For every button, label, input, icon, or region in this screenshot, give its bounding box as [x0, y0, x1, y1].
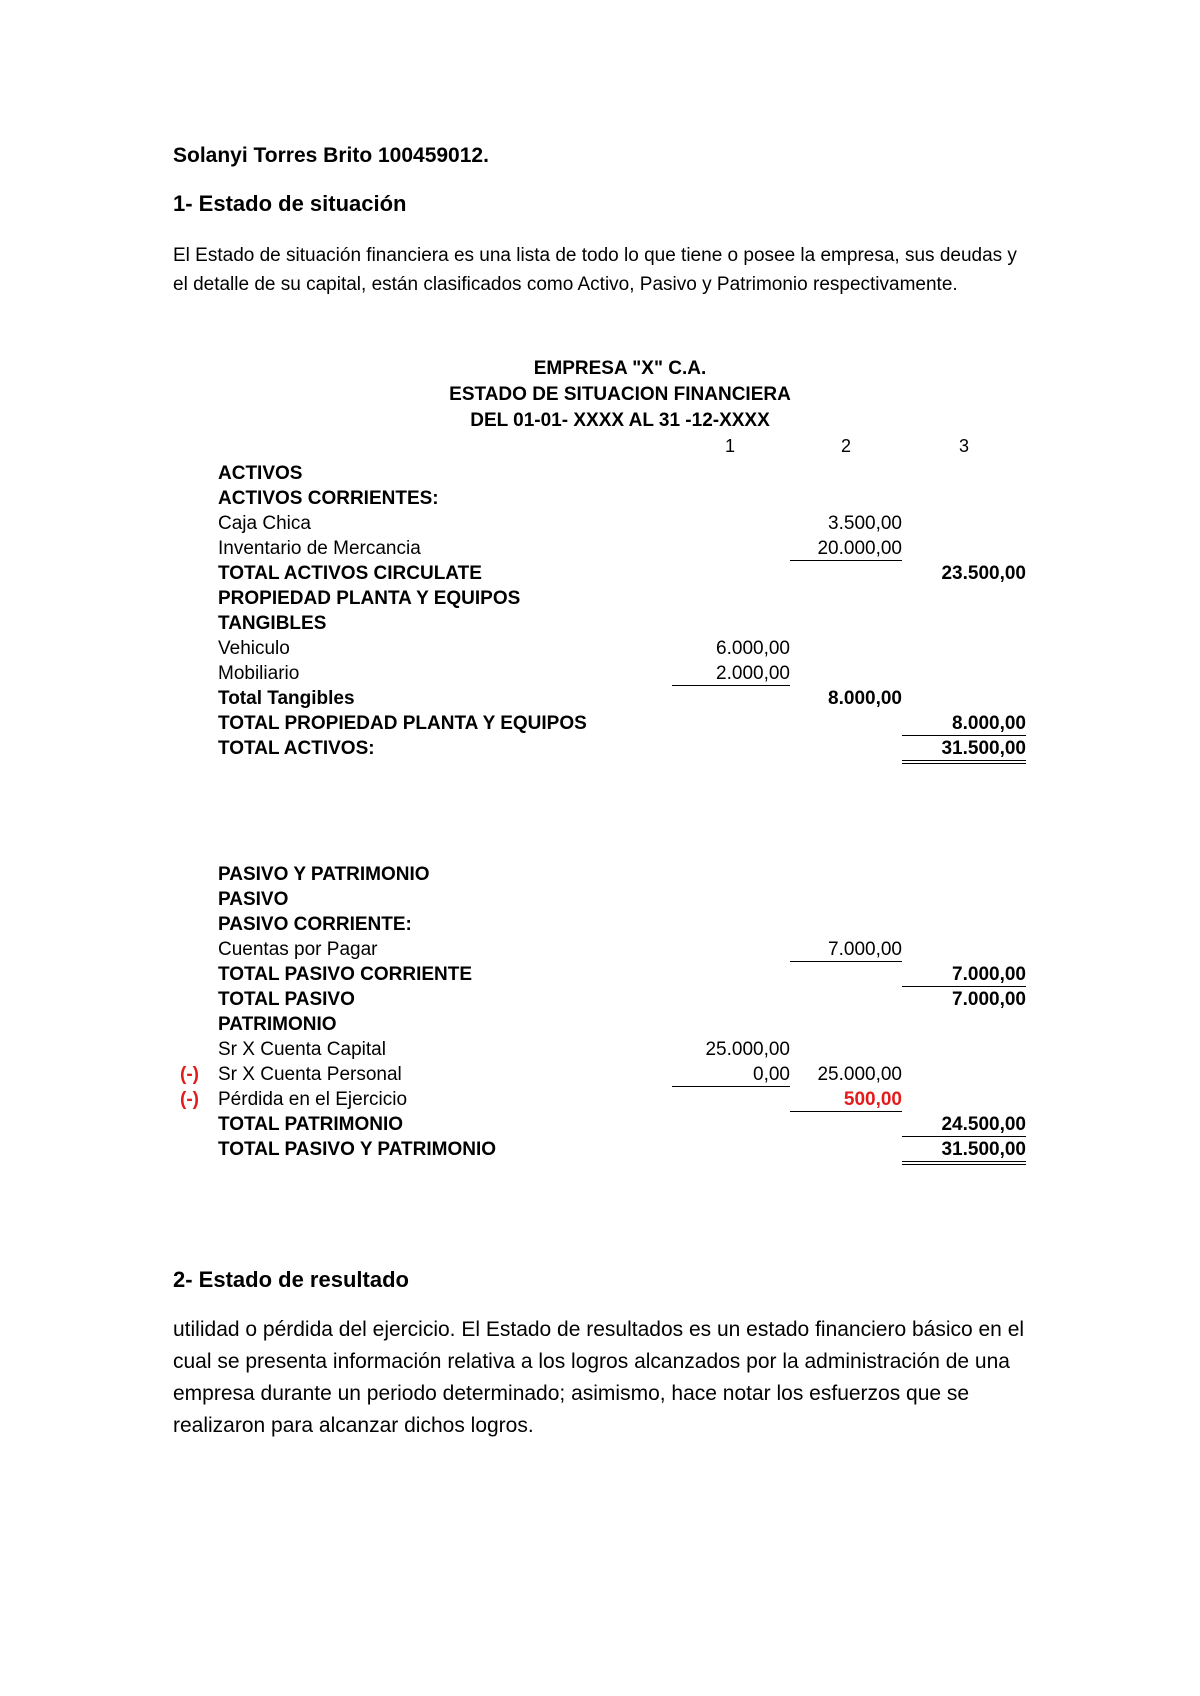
row-label: TANGIBLES: [218, 613, 327, 634]
table-row: [0, 1064, 1200, 1089]
minus-sign: (-): [180, 1089, 199, 1110]
row-label: Sr X Cuenta Personal: [218, 1064, 402, 1085]
row-label: TOTAL PASIVO: [218, 989, 355, 1010]
row-label: PASIVO CORRIENTE:: [218, 914, 412, 935]
row-label: PROPIEDAD PLANTA Y EQUIPOS: [218, 588, 521, 609]
table-row: [0, 738, 1200, 763]
row-label: Inventario de Mercancia: [218, 538, 421, 559]
table-row: [0, 538, 1200, 563]
amount-col1: 6.000,00: [716, 638, 790, 659]
row-label: ACTIVOS: [218, 463, 303, 484]
amount-col3: 24.500,00: [902, 1114, 1026, 1137]
table-row: [0, 939, 1200, 964]
company-name: EMPRESA "X" C.A.: [533, 358, 707, 379]
amount-col2: 25.000,00: [817, 1064, 902, 1085]
row-label: Caja Chica: [218, 513, 311, 534]
row-label: TOTAL PASIVO CORRIENTE: [218, 964, 473, 985]
row-label: ACTIVOS CORRIENTES:: [218, 488, 439, 509]
amount-col1: 25.000,00: [705, 1039, 790, 1060]
statement-title: ESTADO DE SITUACION FINANCIERA: [449, 384, 791, 405]
table-row: [0, 1139, 1200, 1164]
amount-col1: 0,00: [672, 1064, 790, 1087]
table-row: [0, 713, 1200, 738]
amount-col2: 20.000,00: [790, 538, 902, 561]
section1-heading: 1- Estado de situación: [173, 191, 407, 216]
row-label: PATRIMONIO: [218, 1014, 337, 1035]
table-row: [0, 488, 1200, 513]
amount-col3: 31.500,00: [902, 1139, 1026, 1165]
row-label: PASIVO Y PATRIMONIO: [218, 864, 430, 885]
table-row: [0, 638, 1200, 663]
table-row: [0, 588, 1200, 613]
amount-col2: 7.000,00: [790, 939, 902, 962]
amount-col1: 2.000,00: [672, 663, 790, 686]
table-row: [0, 914, 1200, 939]
row-label: Mobiliario: [218, 663, 300, 684]
column-header-3: 3: [958, 436, 969, 456]
amount-col2: 500,00: [790, 1089, 902, 1112]
table-row: [0, 1089, 1200, 1114]
column-header-1: 1: [724, 436, 735, 456]
amount-col3: 7.000,00: [952, 989, 1026, 1010]
column-header-2: 2: [840, 436, 851, 456]
row-label: PASIVO: [218, 889, 289, 910]
row-label: Vehiculo: [218, 638, 290, 659]
table-row: [0, 989, 1200, 1014]
table-row: [0, 1114, 1200, 1139]
row-label: Cuentas por Pagar: [218, 939, 378, 960]
row-label: TOTAL ACTIVOS:: [218, 738, 375, 759]
section1-text: El Estado de situación financiera es una lista de todo lo que tiene o posee la empresa, sus deudas y el detalle de su capital, están clasificados como Activo, Pasivo y Patrimonio respectivamente.: [173, 245, 1017, 295]
amount-col2: 8.000,00: [828, 688, 902, 709]
table-row: [0, 563, 1200, 588]
row-label: TOTAL ACTIVOS CIRCULATE: [218, 563, 482, 584]
table-row: [0, 864, 1200, 889]
row-label: TOTAL PASIVO Y PATRIMONIO: [218, 1139, 496, 1160]
table-row: [0, 889, 1200, 914]
section2-heading: 2- Estado de resultado: [173, 1267, 409, 1292]
amount-col3: 23.500,00: [941, 563, 1026, 584]
table-row: [0, 1039, 1200, 1064]
table-row: [0, 1014, 1200, 1039]
table-row: [0, 663, 1200, 688]
minus-sign: (-): [180, 1064, 199, 1085]
row-label: TOTAL PROPIEDAD PLANTA Y EQUIPOS: [218, 713, 587, 734]
row-label: Sr X Cuenta Capital: [218, 1039, 386, 1060]
row-label: Pérdida en el Ejercicio: [218, 1089, 408, 1110]
author-line: Solanyi Torres Brito 100459012.: [173, 144, 489, 167]
amount-col3: 31.500,00: [902, 738, 1026, 764]
table-row: [0, 613, 1200, 638]
row-label: Total Tangibles: [218, 688, 355, 709]
table-row: [0, 513, 1200, 538]
amount-col3: 7.000,00: [902, 964, 1026, 987]
section2-text: utilidad o pérdida del ejercicio. El Estado de resultados es un estado financiero básico en el cual se presenta información relativa a los logros alcanzados por la administración de una empresa durante un periodo determinado; asimismo, hace notar los esfuerzos que se realizaron para alcanzar dichos logros.: [173, 1318, 1025, 1437]
table-row: [0, 688, 1200, 713]
table-row: [0, 463, 1200, 488]
statement-period: DEL 01-01- XXXX AL 31 -12-XXXX: [470, 410, 770, 431]
table-row: [0, 964, 1200, 989]
amount-col3: 8.000,00: [902, 713, 1026, 736]
row-label: TOTAL PATRIMONIO: [218, 1114, 404, 1135]
amount-col2: 3.500,00: [828, 513, 902, 534]
